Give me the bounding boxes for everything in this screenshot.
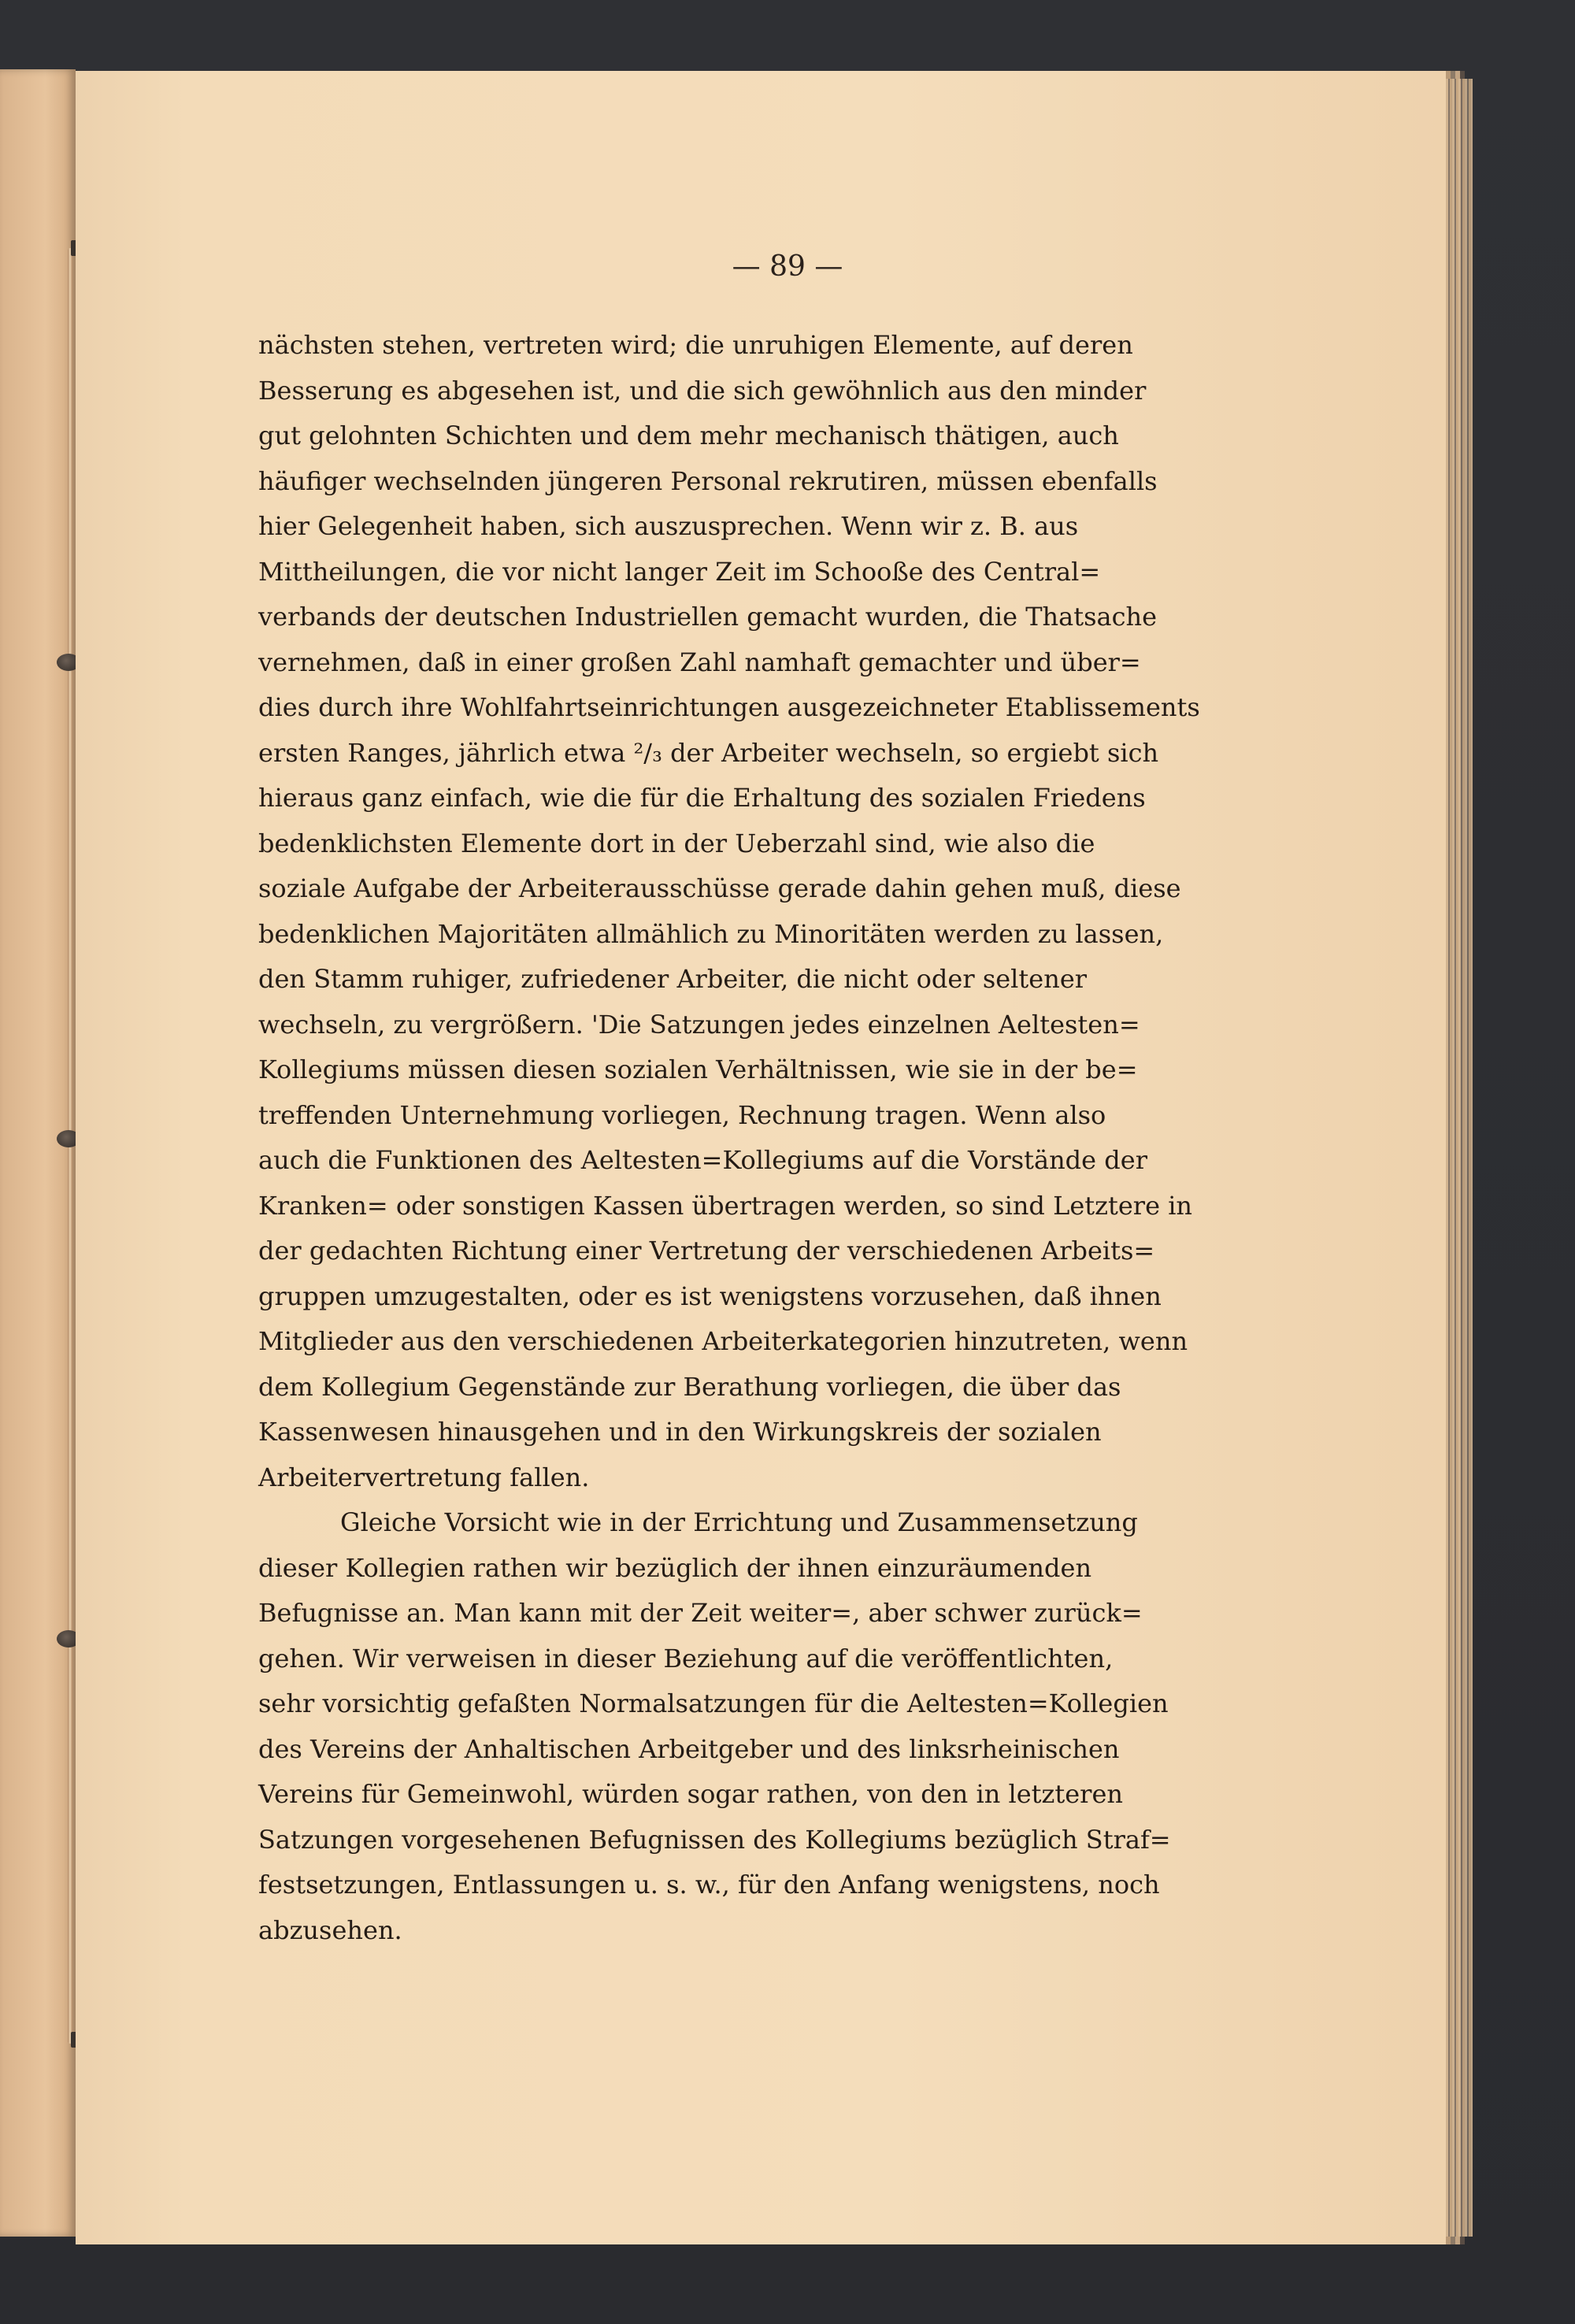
text-line: Mitglieder aus den verschiedenen Arbeiterkategorien hinzutreten, wenn: [258, 1326, 1188, 1356]
body-text: [258, 323, 1225, 1953]
text-line: vernehmen, daß in einer großen Zahl namhaft gemachter und über=: [258, 647, 1141, 677]
text-line: hieraus ganz einfach, wie die für die Erhaltung des sozialen Friedens: [258, 783, 1146, 813]
text-line: bedenklichen Majoritäten allmählich zu Minoritäten werden zu lassen,: [258, 918, 1164, 949]
paragraph-start-line: Gleiche Vorsicht wie in der Errichtung und Zusammensetzung: [340, 1507, 1138, 1537]
text-line: sehr vorsichtig gefaßten Normalsatzungen für die Aeltesten=Kollegien: [258, 1688, 1169, 1718]
text-line: Kranken= oder sonstigen Kassen übertragen werden, so sind Letztere in: [258, 1190, 1193, 1221]
text-line: gruppen umzugestalten, oder es ist wenigstens vorzusehen, daß ihnen: [258, 1281, 1162, 1311]
left-page-edge: [0, 69, 76, 2237]
page-number: — 89 —: [732, 250, 843, 283]
text-line: ersten Ranges, jährlich etwa ²/₃ der Arbeiter wechseln, so ergiebt sich: [258, 737, 1159, 768]
text-line: häufiger wechselnden jüngeren Personal rekrutiren, müssen ebenfalls: [258, 465, 1158, 496]
text-line: treffenden Unternehmung vorliegen, Rechnung tragen. Wenn also: [258, 1099, 1106, 1130]
text-line: wechseln, zu vergrößern. 'Die Satzungen jedes einzelnen Aeltesten=: [258, 1009, 1140, 1040]
text-line: verbands der deutschen Industriellen gemacht wurden, die Thatsache: [258, 602, 1158, 632]
page-stack-edge: [1446, 79, 1473, 2237]
text-line: der gedachten Richtung einer Vertretung der verschiedenen Arbeits=: [258, 1236, 1155, 1266]
text-line: nächsten stehen, vertreten wird; die unruhigen Elemente, auf deren: [258, 330, 1133, 360]
text-line: Kollegiums müssen diesen sozialen Verhältnissen, wie sie in der be=: [258, 1055, 1138, 1084]
text-line: dies durch ihre Wohlfahrtseinrichtungen ausgezeichneter Etablissements: [258, 692, 1200, 722]
text-line: gut gelohnten Schichten und dem mehr mechanisch thätigen, auch: [258, 421, 1119, 450]
text-line: Arbeitervertretung fallen.: [258, 1462, 590, 1492]
text-line: Mittheilungen, die vor nicht langer Zeit im Schooße des Central=: [258, 556, 1101, 587]
text-line: gehen. Wir verweisen in dieser Beziehung auf die veröffentlichten,: [258, 1643, 1114, 1674]
text-line: Satzungen vorgesehenen Befugnissen des Kollegiums bezüglich Straf=: [258, 1824, 1171, 1855]
text-line: den Stamm ruhiger, zufriedener Arbeiter, die nicht oder seltener: [258, 964, 1088, 994]
text-line: abzusehen.: [258, 1914, 402, 1945]
text-line: auch die Funktionen des Aeltesten=Kollegiums auf die Vorstände der: [258, 1145, 1147, 1175]
text-line: bedenklichsten Elemente dort in der Ueberzahl sind, wie also die: [258, 828, 1095, 858]
text-line: festsetzungen, Entlassungen u. s. w., für den Anfang wenigstens, noch: [258, 1870, 1160, 1900]
text-line: dem Kollegium Gegenstände zur Berathung vorliegen, die über das: [258, 1371, 1121, 1402]
text-line: Kassenwesen hinausgehen und in den Wirkungskreis der sozialen: [258, 1417, 1102, 1447]
text-line: hier Gelegenheit haben, sich auszusprechen. Wenn wir z. B. aus: [258, 511, 1079, 541]
text-line: Besserung es abgesehen ist, und die sich gewöhnlich aus den minder: [258, 375, 1147, 406]
text-line: des Vereins der Anhaltischen Arbeitgeber und des linksrheinischen: [258, 1733, 1120, 1764]
text-line: soziale Aufgabe der Arbeiterausschüsse gerade dahin gehen muß, diese: [258, 873, 1181, 903]
text-line: Vereins für Gemeinwohl, würden sogar rathen, von den in letzteren: [258, 1779, 1123, 1809]
text-line: dieser Kollegien rathen wir bezüglich der ihnen einzuräumenden: [258, 1552, 1092, 1583]
text-line: Befugnisse an. Man kann mit der Zeit weiter=, aber schwer zurück=: [258, 1598, 1143, 1628]
